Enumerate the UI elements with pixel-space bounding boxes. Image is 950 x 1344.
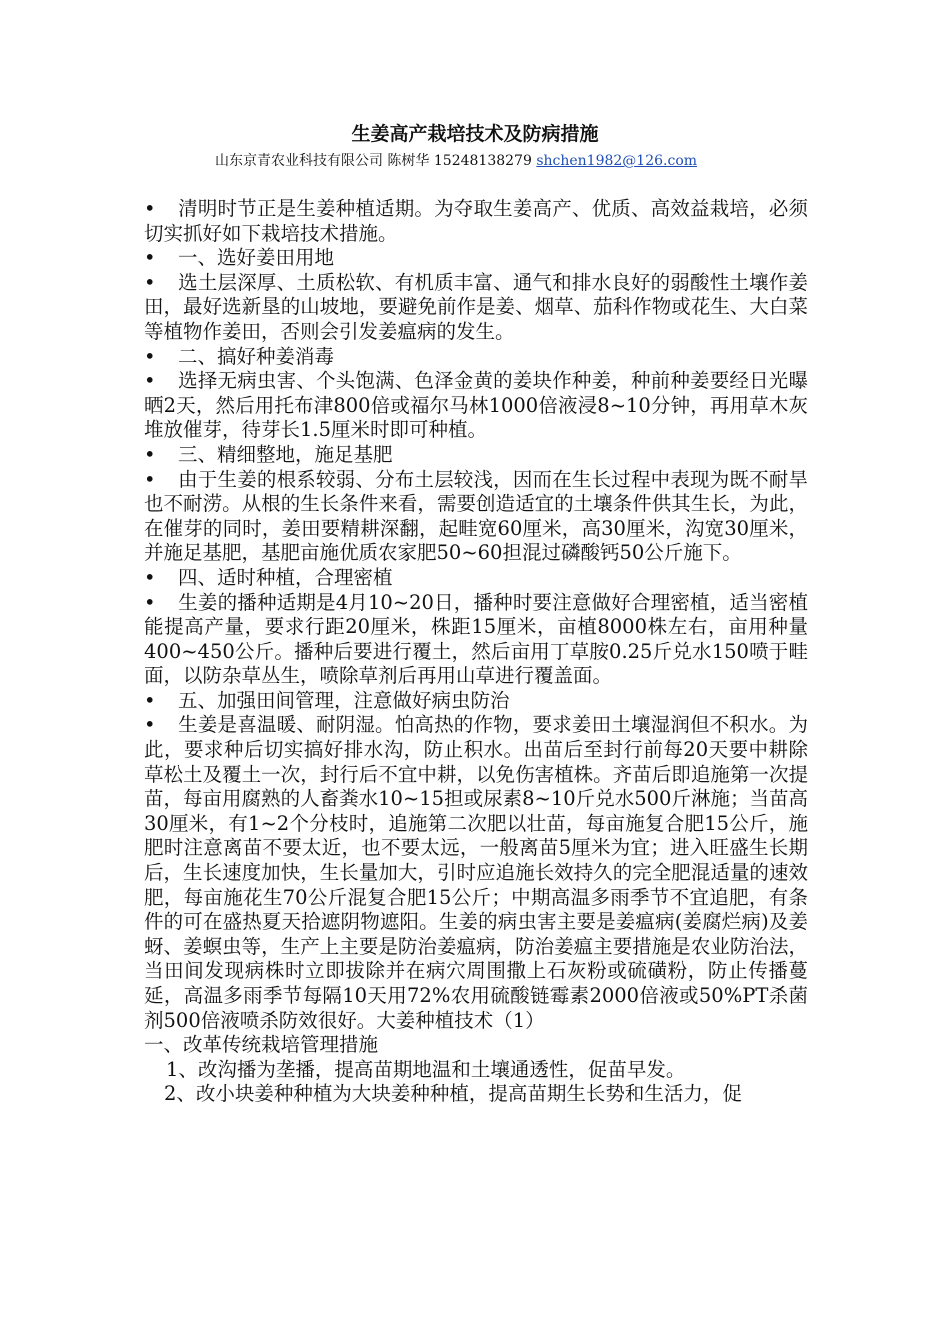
bullet-icon: • — [144, 369, 156, 393]
bullet-paragraph-3: • 由于生姜的根系较弱、分布土层较浅，因而在生长过程中表现为既不耐旱也不耐涝。从根的生长条件来看，需要创造适宜的土壤条件供其生长，为此，在催芽的同时，姜田要精耕深翻，起畦宽60厘米，高30厘米，沟宽30厘米，并施足基肥，基肥亩施优质农家肥50~60担混过磷酸钙50公斤施下。 — [144, 467, 808, 565]
bullet-paragraph-intro: • 清明时节正是生姜种植适期。为夺取生姜高产、优质、高效益栽培，必须切实抓好如下栽培技术措施。 — [144, 197, 808, 245]
document-title: 生姜高产栽培技术及防病措施 — [351, 123, 599, 145]
author-phone: 15248138279 — [433, 153, 532, 169]
bullet-paragraph-4: • 生姜的播种适期是4月10~20日，播种时要注意做好合理密植，适当密植能提高产量，要求行距20厘米，株距15厘米，亩植8000株左右，亩用种量400~450公斤。播种后要进行覆土，然后亩用丁草胺0.25斤兑水150喷于畦面，以防杂草丛生，喷除草剂后再用山草进行覆盖面。 — [144, 590, 808, 688]
bullet-icon: • — [144, 197, 156, 220]
bullet-icon: • — [144, 713, 156, 737]
section-heading-reform: 一、改革传统栽培管理措施 — [144, 1033, 379, 1057]
bullet-heading-4: • 四、适时种植，合理密植 — [144, 565, 393, 589]
bullet-heading-3: • 三、精细整地，施足基肥 — [144, 442, 393, 466]
bullet-icon: • — [144, 565, 156, 589]
bullet-icon: • — [144, 344, 156, 368]
author-email-link[interactable]: shchen1982@126.com — [536, 153, 698, 169]
document-body — [144, 197, 808, 1107]
company-name: 山东京青农业科技有限公司 — [214, 153, 383, 169]
bullet-icon: • — [144, 270, 156, 294]
bullet-icon: • — [144, 246, 156, 270]
bullet-paragraph-2: • 选择无病虫害、个头饱满、色泽金黄的姜块作种姜，种前种姜要经日光曝晒2天，然后用托布津800倍或福尔马林1000倍液浸8~10分钟，再用草木灰堆放催芽，待芽长1.5厘米时即可种植。 — [144, 369, 808, 442]
bullet-icon: • — [144, 467, 156, 491]
bullet-icon: • — [144, 688, 156, 712]
author-byline — [0, 150, 912, 172]
author-name: 陈树华 — [387, 153, 430, 169]
bullet-heading-2: • 二、搞好种姜消毒 — [144, 344, 335, 368]
bullet-icon: • — [144, 442, 156, 466]
bullet-paragraph-1: • 选土层深厚、土质松软、有机质丰富、通气和排水良好的弱酸性土壤作姜田，最好选新垦的山坡地，要避免前作是姜、烟草、茄科作物或花生、大白菜等植物作姜田，否则会引发姜瘟病的发生。 — [144, 270, 808, 343]
bullet-heading-5: • 五、加强田间管理，注意做好病虫防治 — [144, 688, 510, 712]
bullet-heading-1: • 一、选好姜田用地 — [144, 246, 335, 270]
list-item-2: 2、改小块姜种种植为大块姜种种植，提高苗期生长势和生活力，促 — [164, 1082, 742, 1106]
list-item-1: 1、改沟播为垄播，提高苗期地温和土壤通透性，促苗早发。 — [166, 1057, 686, 1081]
bullet-paragraph-5: • 生姜是喜温暖、耐阴湿。怕高热的作物，要求姜田土壤湿润但不积水。为此，要求种后切实搞好排水沟，防止积水。出苗后至封行前每20天要中耕除草松土及覆土一次，封行后不宜中耕，以免伤害植株。齐苗后即追施第一次提苗，每亩用腐熟的人畜粪水10~15担或尿素8~10斤兑水500斤淋施；当苗高30厘米，有1~2个分枝时，追施第二次肥以壮苗，每亩施复合肥15公斤，施肥时注意离苗不要太近，也不要太远，一般离苗5厘米为宜；进入旺盛生长期后，生长速度加快，生长量加大，引时应追施长效持久的完全肥混适量的速效肥，每亩施花生70公斤混复合肥15公斤；中期高温多雨季节不宜追肥，有条件的可在盛热夏天拾遮阴物遮阳。生姜的病虫害主要是姜瘟病(姜腐烂病)及姜蚜、姜螟虫等，生产上主要是防治姜瘟病，防治姜瘟主要措施是农业防治法，当田间发现病株时立即拔除并在病穴周围撒上石灰粉或硫磺粉，防止传播蔓延，高温多雨季节每隔10天用72%农用硫酸链霉素2000倍液或50%PT杀菌剂500倍液喷杀防效很好。大姜种植技术（1） — [144, 713, 808, 1032]
bullet-icon: • — [144, 590, 156, 614]
